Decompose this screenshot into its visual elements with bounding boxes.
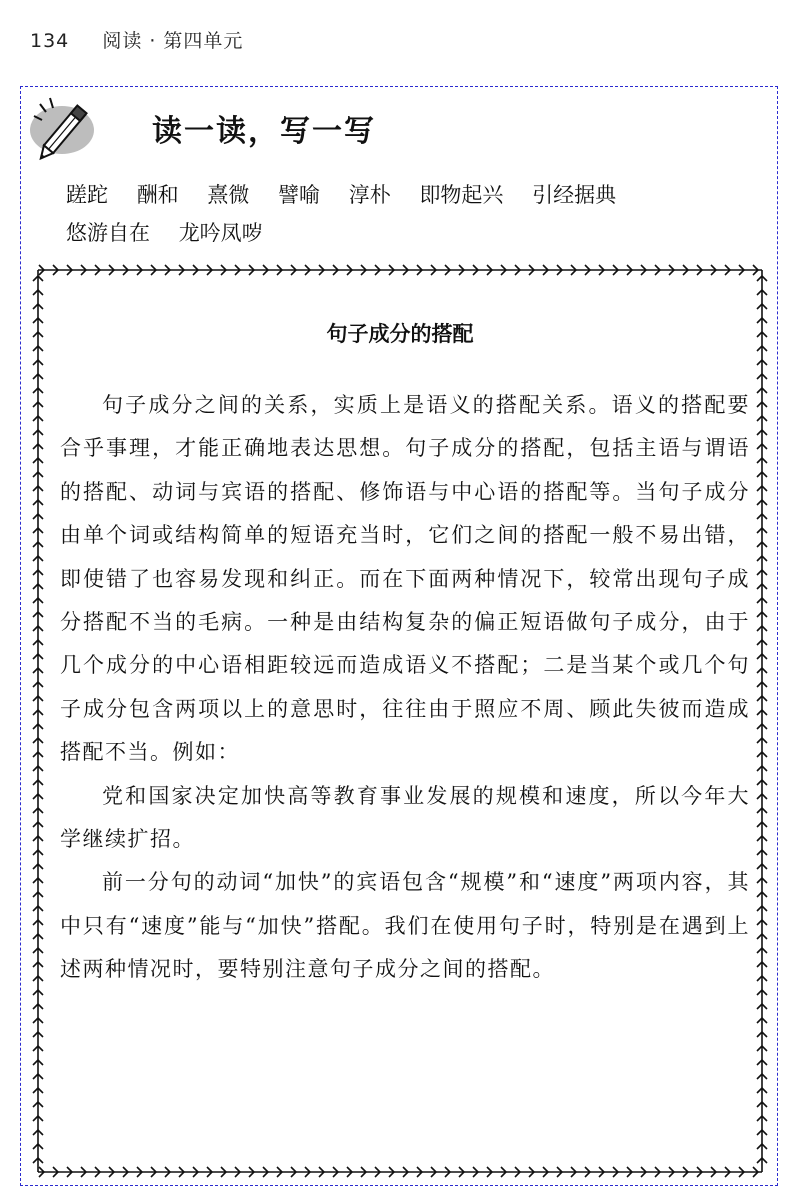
note-body xyxy=(60,384,750,992)
pencil-icon xyxy=(26,90,106,164)
vocab-word: 蹉跎 xyxy=(66,183,108,207)
note-paragraph: 党和国家决定加快高等教育事业发展的规模和速度，所以今年大学继续扩招。 xyxy=(60,783,750,852)
vocabulary-list xyxy=(66,176,756,252)
note-paragraph: 句子成分之间的关系，实质上是语义的搭配关系。语义的搭配要合乎事理，才能正确地表达思想。句子成分的搭配，包括主语与谓语的搭配、动词与宾语的搭配、修饰语与中心语的搭配等。当句子成分由单个词或结构简单的短语充当时，它们之间的搭配一般不易出错，即使错了也容易发现和纠正。而在下面两种情况下，较常出现句子成分搭配不当的毛病。一种是由结构复杂的偏正短语做句子成分，由于几个成分的中心语相距较远而造成语义不搭配；二是当某个或几个句子成分包含两项以上的意思时，往往由于照应不周、顾此失彼而造成搭配不当。例如： xyxy=(60,393,750,765)
vocab-word: 酬和 xyxy=(136,183,179,207)
vocab-word: 即物起兴 xyxy=(419,183,504,207)
vocab-word: 悠游自在 xyxy=(66,221,150,245)
page-number: 134 xyxy=(30,30,70,52)
section-title: 读一读，写一写 xyxy=(152,114,376,149)
vocab-word: 淳朴 xyxy=(348,183,391,207)
note-paragraph: 前一分句的动词“加快”的宾语包含“规模”和“速度”两项内容，其中只有“速度”能与“加快”搭配。我们在使用句子时，特别是在遇到上述两种情况时，要特别注意句子成分之间的搭配。 xyxy=(60,870,750,982)
vocab-word: 熹微 xyxy=(207,183,250,207)
vocab-word: 譬喻 xyxy=(278,183,321,207)
note-title: 句子成分的搭配 xyxy=(326,322,474,346)
vocab-word: 龙吟凤哕 xyxy=(178,221,263,245)
page-header xyxy=(30,26,243,53)
running-title: 阅读 · 第四单元 xyxy=(102,30,244,52)
vocab-word: 引经据典 xyxy=(532,183,617,207)
